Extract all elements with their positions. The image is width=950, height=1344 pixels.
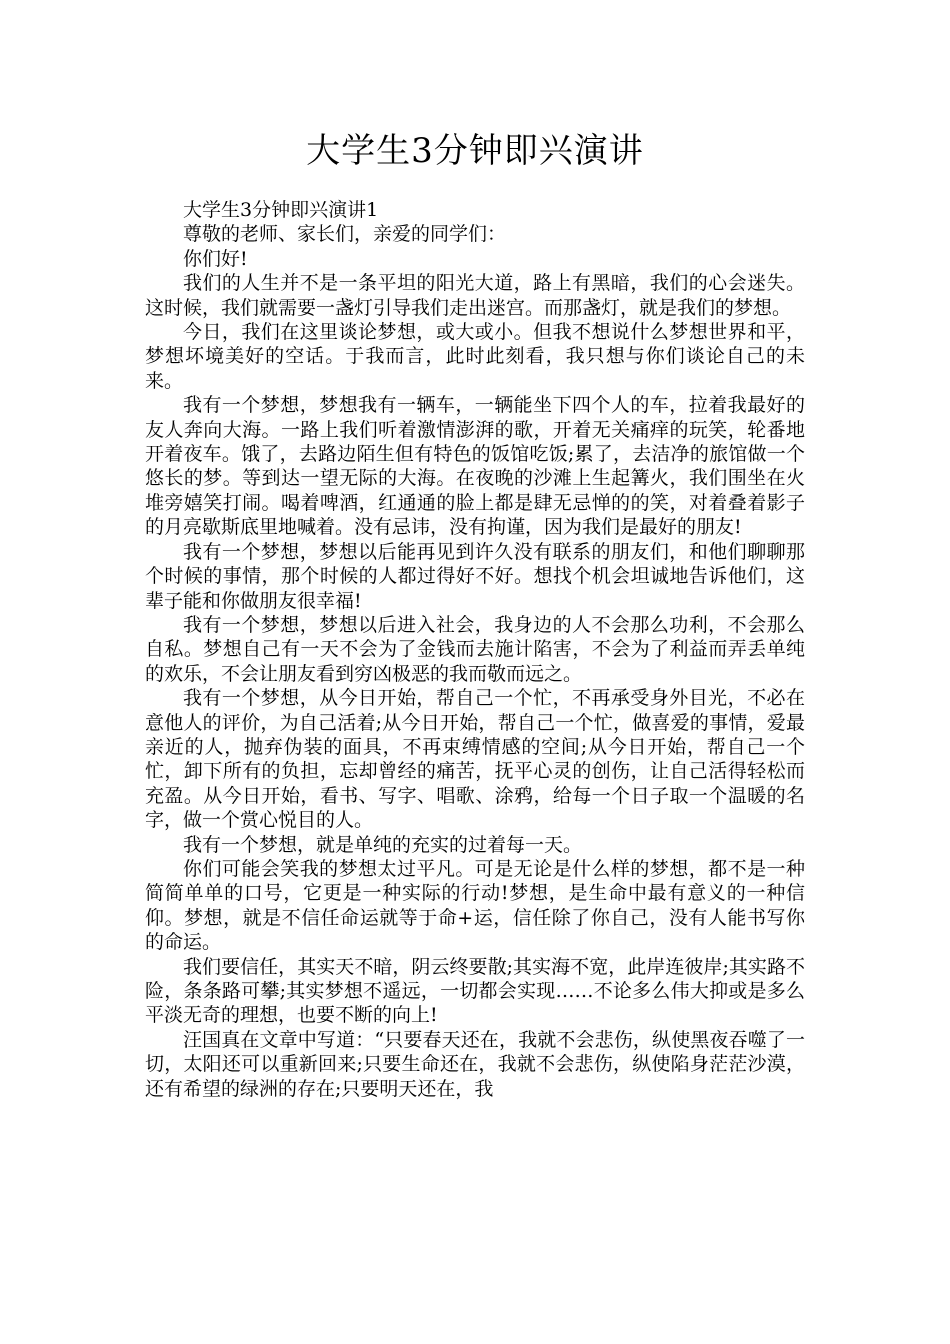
paragraph: 你们好! [183,247,248,270]
paragraph: 我们要信任，其实天不暗，阴云终要散;其实海不宽，此岸连彼岸;其实路不险，条条路可攀;其实梦想不遥远，一切都会实现……不论多么伟大抑或是多么平淡无奇的理想，也要不断的向上! [145,955,805,1027]
paragraph: 我有一个梦想，从今日开始，帮自己一个忙，不再承受身外目光，不必在意他人的评价，为自己活着;从今日开始，帮自己一个忙，做喜爱的事情，爱最亲近的人，抛弃伪装的面具，不再束缚情感的空间;从今日开始，帮自己一个忙，卸下所有的负担，忘却曾经的痛苦，抚平心灵的创伤，让自己活得轻松而充盈。从今日开始，看书、写字、唱歌、涂鸦，给每一个日子取一个温暖的名字，做一个赏心悦目的人。 [145,687,805,832]
paragraph: 我们的人生并不是一条平坦的阳光大道，路上有黑暗，我们的心会迷失。这时候，我们就需要一盏灯引导我们走出迷宫。而那盏灯，就是我们的梦想。 [145,272,805,319]
document-body [145,198,805,1101]
paragraph: 我有一个梦想，就是单纯的充实的过着每一天。 [183,833,583,856]
document-title: 大学生3分钟即兴演讲 [306,131,644,171]
paragraph: 你们可能会笑我的梦想太过平凡。可是无论是什么样的梦想，都不是一种简简单单的口号，它更是一种实际的行动!梦想，是生命中最有意义的一种信仰。梦想，就是不信任命运就等于命+运，信任除了你自己，没有人能书写你的命运。 [145,857,805,954]
paragraph: 我有一个梦想，梦想以后能再见到许久没有联系的朋友们，和他们聊聊那个时候的事情，那个时候的人都过得好不好。想找个机会坦诚地告诉他们，这辈子能和你做朋友很幸福! [145,540,805,612]
paragraph: 大学生3分钟即兴演讲1 [183,199,379,221]
paragraph: 尊敬的老师、家长们，亲爱的同学们： [183,223,507,246]
paragraph: 我有一个梦想，梦想我有一辆车，一辆能坐下四个人的车，拉着我最好的友人奔向大海。一路上我们听着激情澎湃的歌，开着无关痛痒的玩笑，轮番地开着夜车。饿了，去路边陌生但有特色的饭馆吃饭;累了，去洁净的旅馆做一个悠长的梦。等到达一望无际的大海。在夜晚的沙滩上生起篝火，我们围坐在火堆旁嬉笑打闹。喝着啤酒，红通通的脸上都是肆无忌惮的的笑，对着叠着影子的月亮歇斯底里地喊着。没有忌讳，没有拘谨，因为我们是最好的朋友! [145,394,805,539]
paragraph: 汪国真在文章中写道：“只要春天还在，我就不会悲伤，纵使黑夜吞噬了一切，太阳还可以重新回来;只要生命还在，我就不会悲伤，纵使陷身茫茫沙漠，还有希望的绿洲的存在;只要明天还在，我 [145,1028,805,1100]
paragraph: 我有一个梦想，梦想以后进入社会，我身边的人不会那么功利，不会那么自私。梦想自己有一天不会为了金钱而去施计陷害，不会为了利益而弄丢单纯的欢乐，不会让朋友看到穷凶极恶的我而敬而远之。 [145,613,805,685]
paragraph: 今日，我们在这里谈论梦想，或大或小。但我不想说什么梦想世界和平，梦想坏境美好的空话。于我而言，此时此刻看，我只想与你们谈论自己的未来。 [145,321,805,392]
